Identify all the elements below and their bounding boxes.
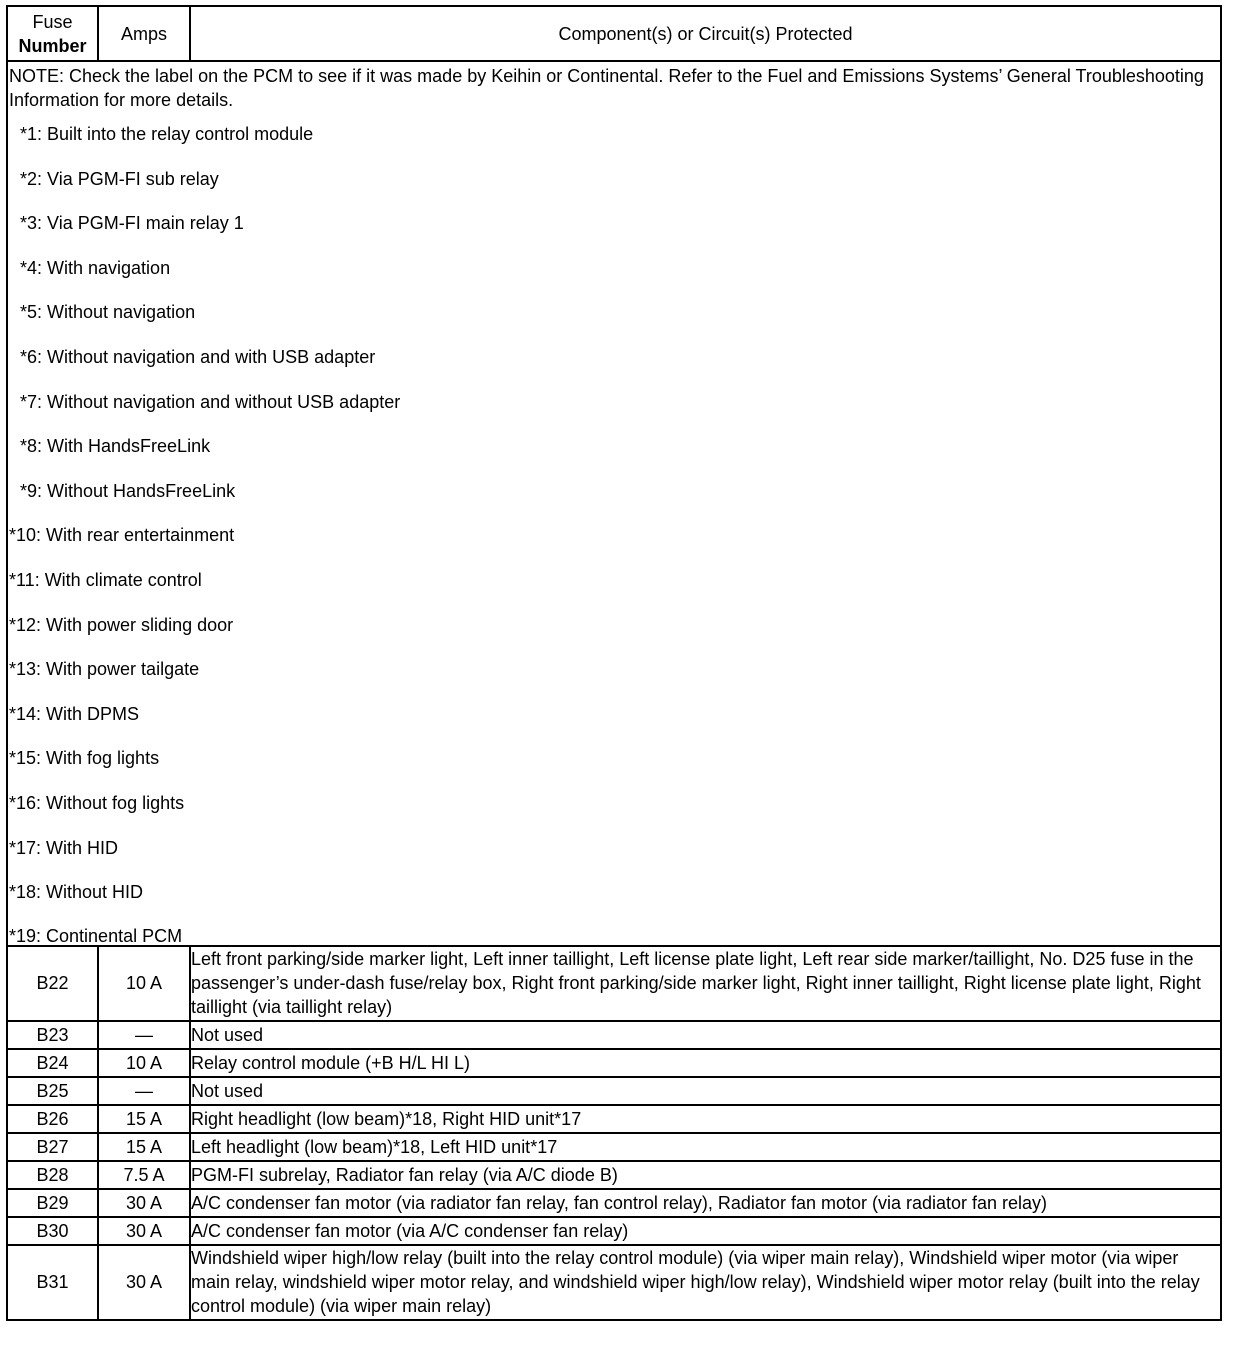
components-cell: A/C condenser fan motor (via radiator fan relay, fan control relay), Radiator fan motor (via radiator fan relay): [190, 1189, 1221, 1217]
amps-cell: —: [98, 1077, 190, 1105]
fuse-header-line1: Fuse: [32, 11, 73, 32]
footnote: *14: With DPMS: [9, 703, 140, 724]
table-row: [7, 1245, 1221, 1320]
amps-cell: 30 A: [98, 1245, 190, 1320]
footnote: *3: Via PGM-FI main relay 1: [20, 213, 244, 234]
table-row: [7, 1217, 1221, 1245]
footnote: *8: With HandsFreeLink: [20, 436, 211, 457]
footnote: *7: Without navigation and without USB adapter: [20, 391, 401, 412]
fuse-number-cell: B22: [7, 946, 98, 1021]
table-row: [7, 1105, 1221, 1133]
footnote: *12: With power sliding door: [9, 614, 234, 635]
footnote: *18: Without HID: [9, 882, 144, 903]
amps-cell: 15 A: [98, 1105, 190, 1133]
table-header-row: [7, 6, 1221, 61]
footnote: *17: With HID: [9, 837, 119, 858]
table-row: [7, 1189, 1221, 1217]
fuse-number-cell: B29: [7, 1189, 98, 1217]
amps-cell: 30 A: [98, 1189, 190, 1217]
footnote: *4: With navigation: [20, 257, 171, 278]
amps-cell: 15 A: [98, 1133, 190, 1161]
components-cell: Left front parking/side marker light, Left inner taillight, Left license plate light, Left rear side marker/taillight, No. D25 fuse in the passenger’s under-dash fuse/relay box, Right front parking/side marker light, Right inner taillight, Right license plate light, Right taillight (via taillight relay): [190, 946, 1221, 1021]
components-cell: Not used: [190, 1021, 1221, 1049]
footnote: *15: With fog lights: [9, 748, 160, 769]
footnote: *6: Without navigation and with USB adapter: [20, 346, 376, 367]
components-cell: Windshield wiper high/low relay (built into the relay control module) (via wiper main relay), Windshield wiper motor (via wiper main relay, windshield wiper motor relay, and windshield wiper high/low relay), Windshield wiper motor relay (built into the relay control module) (via wiper main relay): [190, 1245, 1221, 1320]
fuse-header-line2: Number: [18, 35, 87, 56]
table-row: [7, 1049, 1221, 1077]
footnote: *10: With rear entertainment: [9, 525, 235, 546]
footnote: *19: Continental PCM: [9, 925, 183, 946]
footnote: *5: Without navigation: [20, 302, 196, 323]
fuse-number-cell: B30: [7, 1217, 98, 1245]
pcm-note: NOTE: Check the label on the PCM to see if it was made by Keihin or Continental. Refer to the Fuel and Emissions Systems’ General Troubleshooting Information for more details.: [9, 66, 1204, 110]
components-cell: Relay control module (+B H/L HI L): [190, 1049, 1221, 1077]
fuse-number-cell: B26: [7, 1105, 98, 1133]
fuse-number-cell: B31: [7, 1245, 98, 1320]
amps-cell: 10 A: [98, 1049, 190, 1077]
components-cell: Right headlight (low beam)*18, Right HID unit*17: [190, 1105, 1221, 1133]
fuse-number-cell: B25: [7, 1077, 98, 1105]
footnote: *9: Without HandsFreeLink: [20, 480, 236, 501]
footnote: *11: With climate control: [9, 569, 202, 590]
table-row: [7, 946, 1221, 1021]
table-row: [7, 1161, 1221, 1189]
components-cell: Not used: [190, 1077, 1221, 1105]
amps-cell: 30 A: [98, 1217, 190, 1245]
footnote: *1: Built into the relay control module: [20, 124, 314, 144]
fuse-table: [6, 5, 1222, 1321]
fuse-number-header: [7, 6, 98, 61]
notes-row: [7, 61, 1221, 946]
table-row: [7, 1077, 1221, 1105]
fuse-number-cell: B24: [7, 1049, 98, 1077]
table-row: [7, 1021, 1221, 1049]
footnote: *16: Without fog lights: [9, 792, 185, 813]
components-cell: A/C condenser fan motor (via A/C condenser fan relay): [190, 1217, 1221, 1245]
notes-cell: [7, 61, 1221, 946]
footnote: *2: Via PGM-FI sub relay: [20, 168, 219, 189]
components-cell: PGM-FI subrelay, Radiator fan relay (via A/C diode B): [190, 1161, 1221, 1189]
fuse-number-cell: B28: [7, 1161, 98, 1189]
footnote: *13: With power tailgate: [9, 659, 200, 680]
fuse-number-cell: B23: [7, 1021, 98, 1049]
amps-cell: —: [98, 1021, 190, 1049]
amps-cell: 7.5 A: [98, 1161, 190, 1189]
fuse-number-cell: B27: [7, 1133, 98, 1161]
footnote-list: [8, 112, 1220, 945]
components-cell: Left headlight (low beam)*18, Left HID unit*17: [190, 1133, 1221, 1161]
components-header: Component(s) or Circuit(s) Protected: [190, 6, 1221, 61]
amps-cell: 10 A: [98, 946, 190, 1021]
fuse-table-page: [6, 5, 1222, 1321]
amps-header: Amps: [98, 6, 190, 61]
table-row: [7, 1133, 1221, 1161]
